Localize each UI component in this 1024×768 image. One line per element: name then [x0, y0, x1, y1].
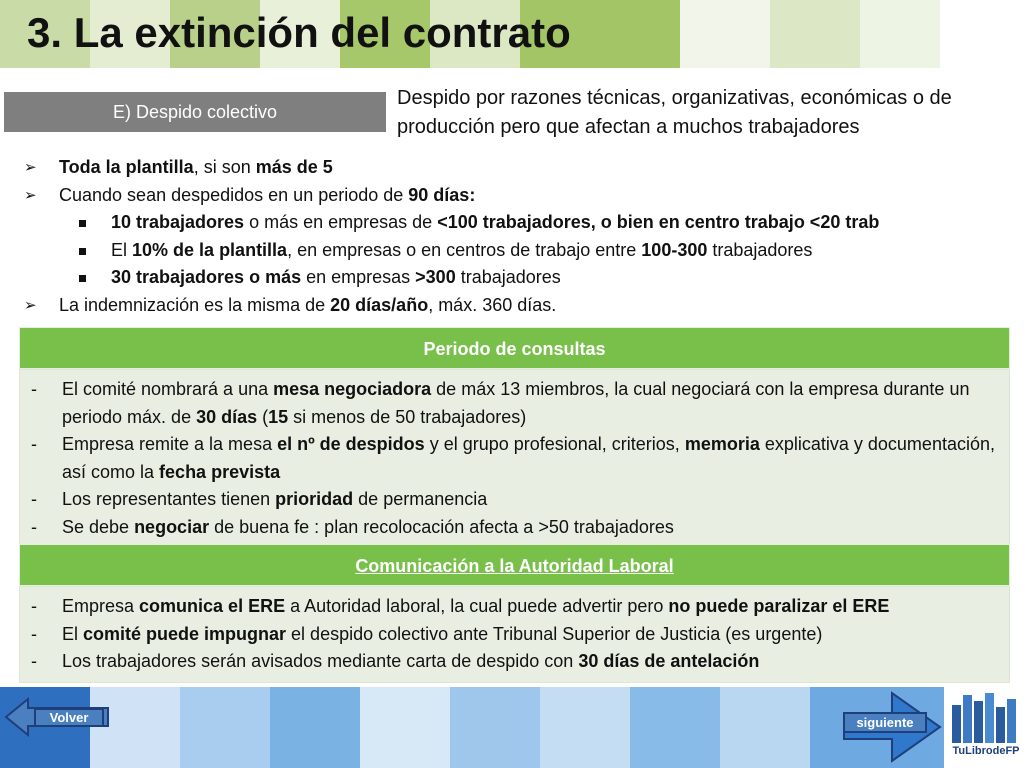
dash-bullet-icon: -: [31, 623, 37, 644]
text-run: Cuando sean despedidos en un periodo de: [59, 184, 409, 205]
consultas-table: [19, 327, 1010, 548]
arrow-bullet-icon: ➢: [24, 296, 37, 314]
text-run: Empresa: [62, 596, 140, 616]
bold-text: más de 5: [255, 157, 333, 177]
text-run: Se debe: [62, 516, 135, 537]
bullet-text: [111, 264, 561, 292]
autoridad-body: [19, 586, 1010, 683]
bold-text: <100 trabajadores, o bien en centro trabajo <20 trab: [437, 212, 880, 232]
bullet-text: [59, 292, 556, 320]
bold-text: 100-300: [641, 239, 708, 260]
square-bullet-icon: [79, 275, 86, 282]
autoridad-header: Comunicación a la Autoridad Laboral: [19, 544, 1010, 586]
list-item: [20, 648, 999, 676]
section-label: E) Despido colectivo: [4, 92, 386, 132]
bold-text: mesa negociadora: [273, 379, 432, 399]
text-run: Los trabajadores serán avisados mediante carta de despido con: [62, 651, 579, 671]
page-title: 3. La extinción del contrato: [27, 9, 571, 56]
bullet-list: [0, 154, 1020, 319]
arrow-bullet-icon: ➢: [24, 159, 37, 176]
bold-text: 20 días/año: [330, 294, 429, 315]
bold-text: 15: [268, 406, 289, 427]
bold-text: 90 días:: [408, 184, 476, 205]
square-bullet-icon: [79, 220, 86, 227]
text-run: Los representantes tienen: [62, 489, 276, 509]
text-run: de máx 13 miembros, la cual negociará con la empresa durante un periodo máx. de: [62, 379, 970, 427]
dash-bullet-icon: -: [31, 489, 37, 509]
bullet-item: [0, 182, 1020, 210]
list-item: [20, 376, 999, 431]
bullet-item: [0, 292, 1020, 320]
text-run: El comité nombrará a una: [62, 379, 274, 399]
text-run: El: [111, 239, 133, 260]
text-run: Empresa remite a la mesa: [62, 434, 278, 454]
list-item: [20, 621, 999, 649]
logo-text: TuLibrodeFP: [952, 745, 1020, 757]
next-button[interactable]: siguiente: [843, 712, 927, 733]
square-bullet-icon: [79, 248, 86, 255]
text-run: , en empresas o en centros de trabajo entre: [287, 239, 642, 260]
text-run: de buena fe : plan recolocación afecta a >50 trabajadores: [209, 516, 674, 537]
arrow-bullet-icon: ➢: [24, 186, 37, 204]
text-run: trabajadores: [707, 239, 813, 260]
consultas-header: Periodo de consultas: [19, 327, 1010, 369]
logo-bookshelf-icon: [948, 691, 1022, 743]
consultas-body: [19, 369, 1010, 548]
section-description: Despido por razones técnicas, organizativas, económicas o de producción pero que afectan a muchos trabajadores: [397, 87, 952, 138]
text-run: en empresas: [301, 267, 416, 287]
list-item: [20, 431, 999, 486]
bullet-item: [0, 237, 1020, 265]
bold-text: 30 días de antelación: [578, 651, 760, 671]
text-run: , máx. 360 días.: [428, 294, 557, 315]
dash-bullet-icon: -: [31, 379, 37, 399]
bold-text: comunica el ERE: [139, 596, 286, 616]
bullet-item: [0, 209, 1020, 237]
dash-bullet-icon: -: [31, 516, 37, 537]
text-run: el despido colectivo ante Tribunal Superior de Justicia (es urgente): [286, 623, 823, 644]
bold-text: 30 días: [196, 406, 258, 427]
back-button[interactable]: Volver: [34, 708, 104, 727]
bold-text: prioridad: [275, 489, 354, 509]
bold-text: memoria: [684, 434, 760, 454]
bold-text: el nº de despidos: [277, 434, 425, 454]
bold-text: >300: [415, 267, 456, 287]
bold-text: 30 trabajadores o más: [111, 267, 302, 287]
bold-text: 10% de la plantilla: [132, 239, 288, 260]
text-run: y el grupo profesional, criterios,: [424, 434, 685, 454]
bullet-text: [59, 182, 475, 210]
bullet-text: [111, 209, 879, 237]
bold-text: Toda la plantilla: [59, 157, 194, 177]
bullet-item: [0, 264, 1020, 292]
bullet-text: [111, 237, 812, 265]
bold-text: comité puede impugnar: [83, 623, 287, 644]
list-item: [20, 593, 999, 621]
bullet-item: [0, 154, 1020, 182]
bullet-text: [59, 154, 333, 182]
list-item: [20, 514, 999, 542]
text-run: si menos de 50 trabajadores): [288, 406, 527, 427]
text-run: La indemnización es la misma de: [59, 294, 331, 315]
text-run: o más en empresas de: [244, 212, 438, 232]
list-item: [20, 486, 999, 514]
text-run: a Autoridad laboral, la cual puede advertir pero: [285, 596, 669, 616]
text-run: explicativa y documentación, así como la: [62, 434, 995, 482]
title-banner: [0, 0, 1024, 68]
text-run: El: [62, 623, 84, 644]
text-run: (: [257, 406, 269, 427]
bold-text: 10 trabajadores: [111, 212, 245, 232]
text-run: de permanencia: [353, 489, 488, 509]
dash-bullet-icon: -: [31, 596, 37, 616]
footer-bar: [0, 687, 1024, 768]
text-run: , si son: [193, 157, 256, 177]
bold-text: fecha prevista: [159, 461, 281, 482]
bold-text: no puede paralizar el ERE: [668, 596, 890, 616]
dash-bullet-icon: -: [31, 434, 37, 454]
bold-text: negociar: [134, 516, 210, 537]
text-run: trabajadores: [455, 267, 561, 287]
autoridad-table: [19, 544, 1010, 683]
dash-bullet-icon: -: [31, 651, 37, 671]
